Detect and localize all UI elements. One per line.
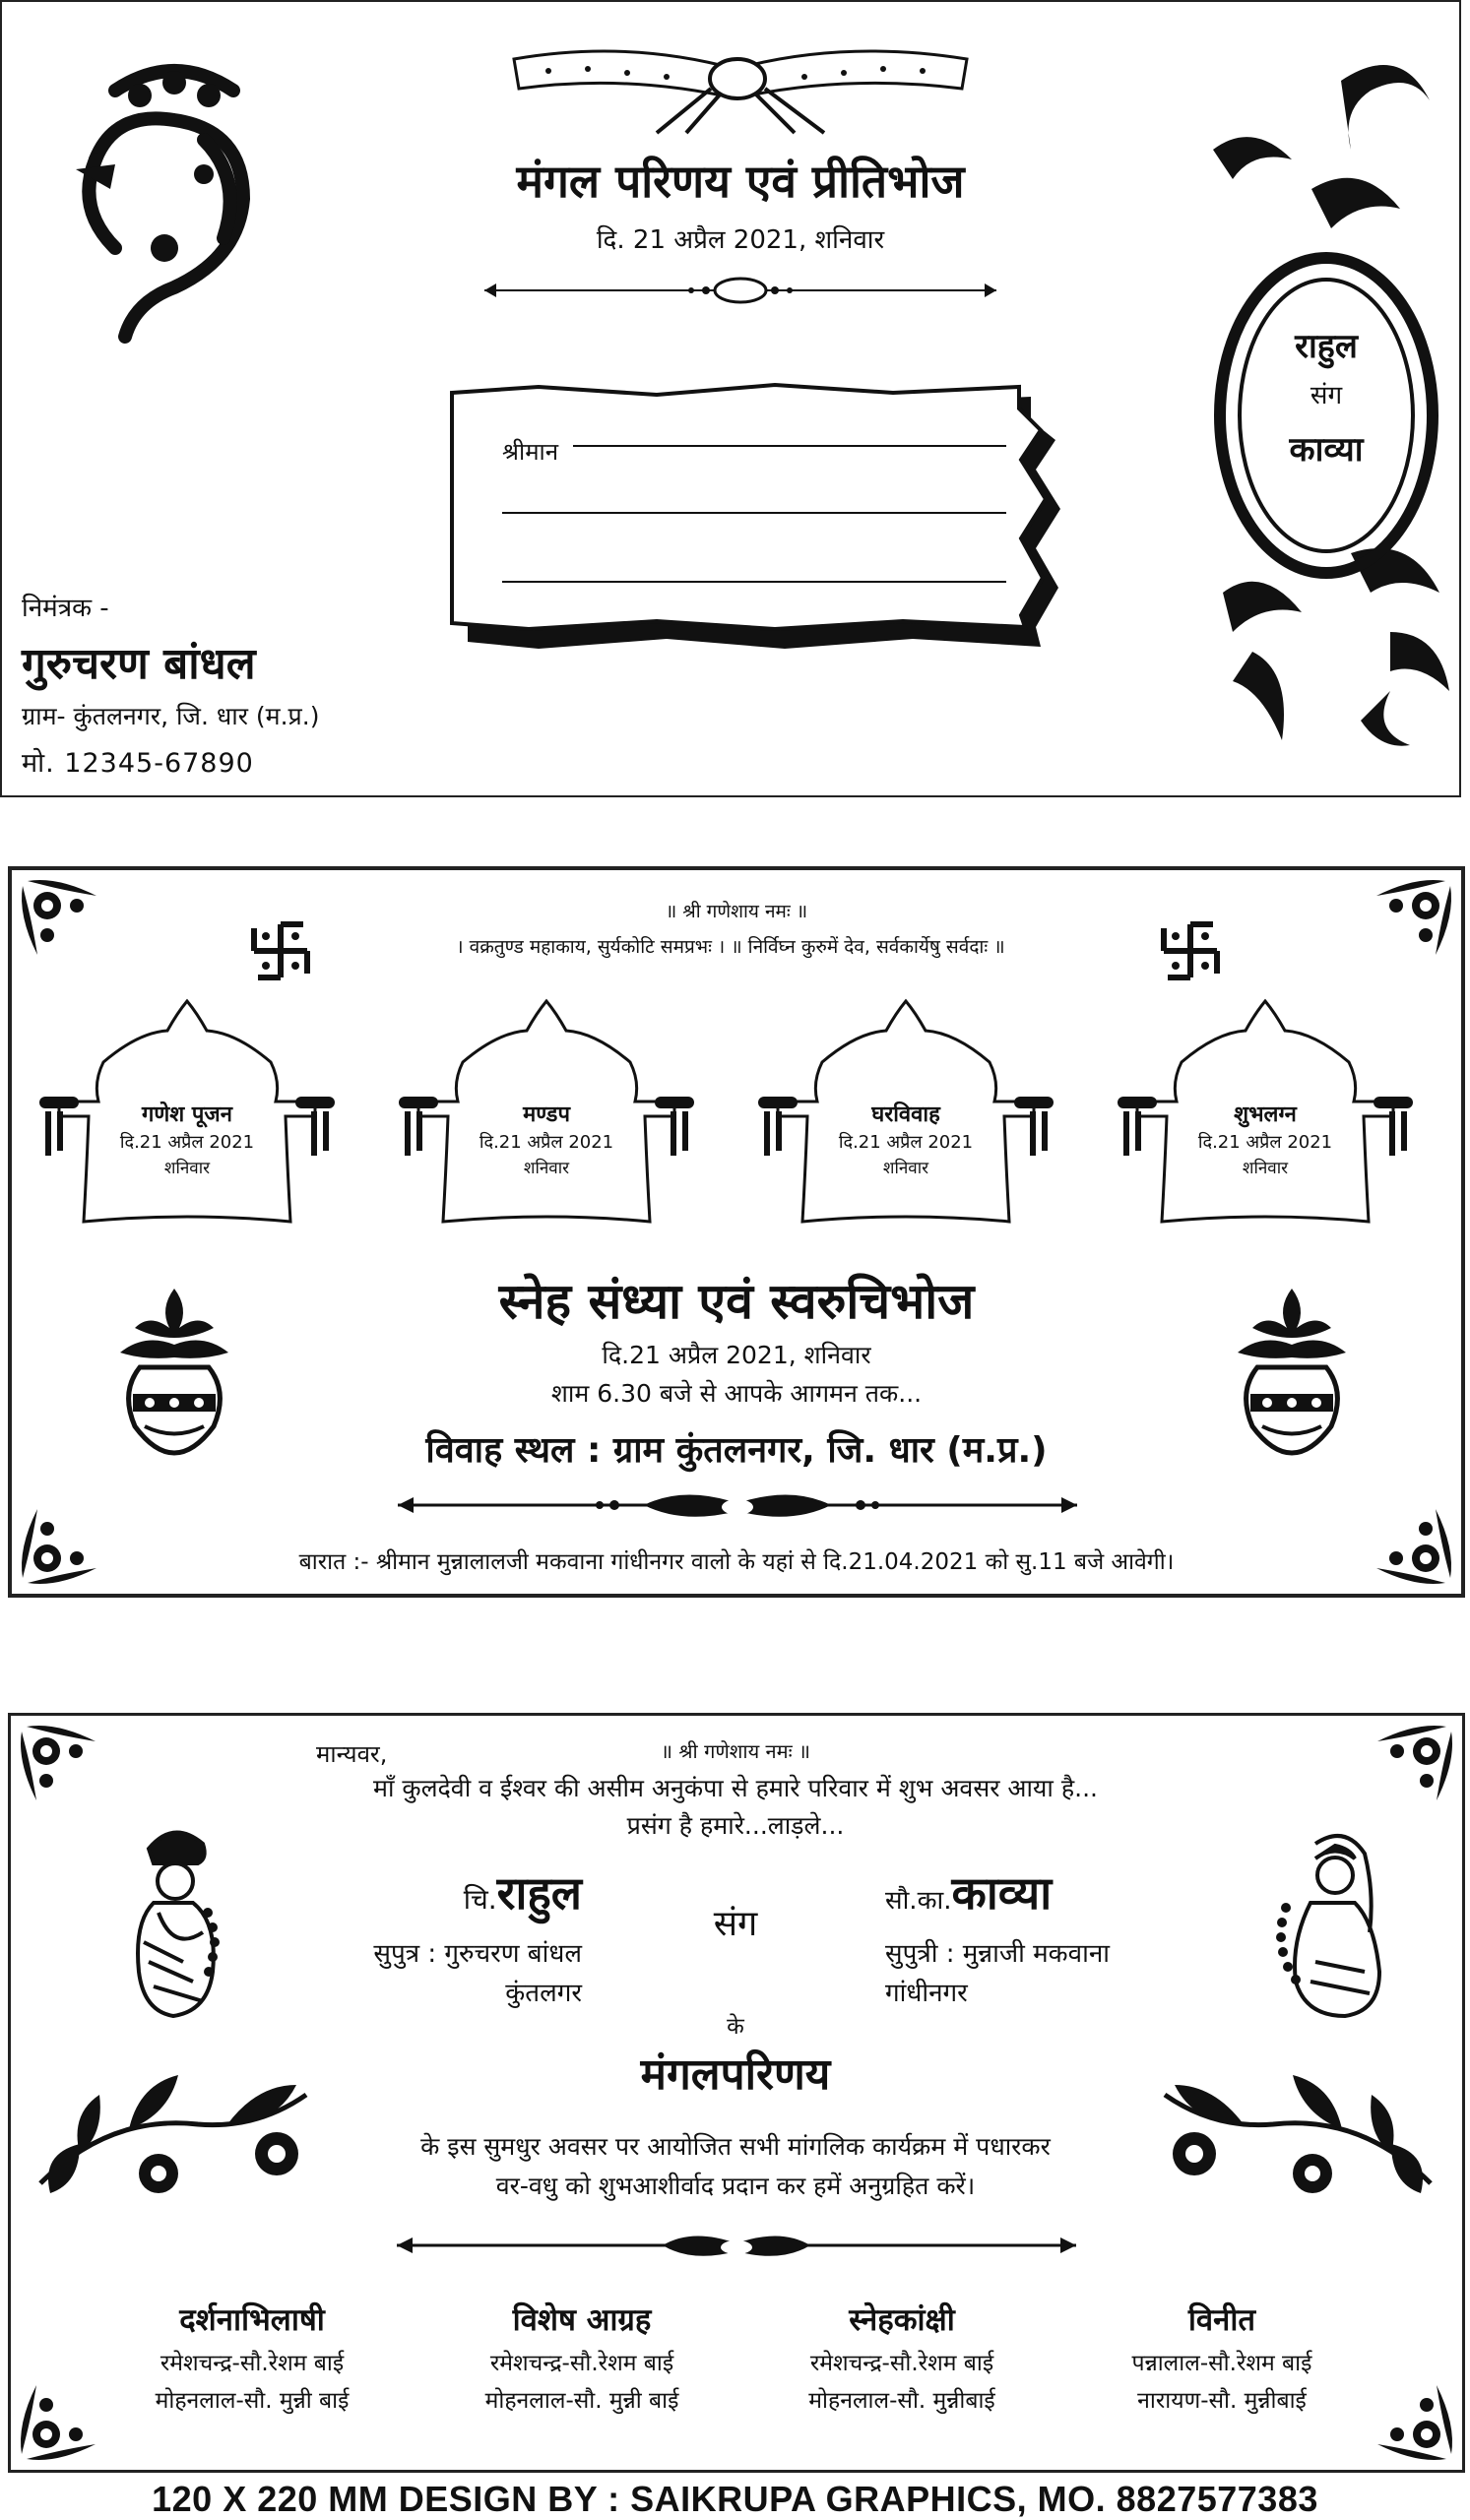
envelope-bride-name: काव्या: [1289, 430, 1364, 470]
swastika-icon: [1156, 916, 1225, 985]
event-day: शनिवार: [1242, 1159, 1289, 1178]
venue: विवाह स्थल : ग्राम कुंतलनगर, जि. धार (म.प्र.): [425, 1430, 1048, 1471]
divider-ornament: [397, 2228, 1076, 2267]
signatory-snehakankshi: [744, 2299, 1059, 2415]
event-shubhlagna: [1152, 1099, 1378, 1178]
address-box: [440, 381, 1070, 666]
signatory-darshanabhilashi: [95, 2299, 410, 2415]
bride-prefix: सौ.का.: [885, 1886, 952, 1916]
invitation-card: [8, 1713, 1465, 2473]
signatory-line: रमेशचन्द्र-सौ.रेशम बाई: [809, 2351, 994, 2376]
groom-parent: सुपुत्र : गुरुचरण बांधल: [373, 1939, 582, 1969]
gathbandhan-knot-icon: [509, 30, 972, 138]
signatory-line: रमेशचन्द्र-सौ.रेशम बाई: [160, 2351, 345, 2376]
card3-sang: संग: [713, 1904, 758, 1944]
reception-time: शाम 6.30 बजे से आपके आगमन तक...: [550, 1379, 923, 1408]
request-line-2: वर-वधु को शुभआशीर्वाद प्रदान कर हमें अनुग्रहित करें।: [495, 2172, 976, 2200]
envelope-heading: मंगल परिणय एवं प्रीतिभोज: [516, 155, 965, 208]
signatory-line: पन्नालाल-सौ.रेशम बाई: [1131, 2351, 1312, 2376]
baraat-text: बारात :- श्रीमान मुन्नालालजी मकवाना गांधीनगर वालो के यहां से दि.21.04.2021 को सु.11 बजे आवेगी।: [298, 1549, 1175, 1575]
event-date: दि.21 अप्रैल 2021: [479, 1132, 614, 1153]
signatory-heading: स्नेहकांक्षी: [849, 2302, 955, 2338]
event-date: दि.21 अप्रैल 2021: [119, 1132, 255, 1153]
event-date: दि.21 अप्रैल 2021: [838, 1132, 974, 1153]
event-gharvivah: [793, 1099, 1019, 1178]
addressee-line-3[interactable]: [502, 581, 1006, 583]
request-line-1: के इस सुमधुर अवसर पर आयोजित सभी मांगलिक कार्यक्रम में पधारकर: [420, 2132, 1051, 2161]
signatory-heading: दर्शनाभिलाषी: [179, 2302, 325, 2338]
blessing-line: माँ कुलदेवी व ईश्वर की असीम अनुकंपा से हमारे परिवार में शुभ अवसर आया है...: [373, 1774, 1098, 1802]
signatory-line: मोहनलाल-सौ. मुन्नी बाई: [155, 2388, 350, 2414]
event-title: मण्डप: [523, 1102, 570, 1127]
divider-ornament: [398, 1485, 1077, 1525]
swastika-icon: [246, 916, 315, 985]
bride-place: गांधीनगर: [885, 1979, 968, 2008]
corner-ornament-icon: [18, 1499, 106, 1588]
host-label: निमंत्रक -: [22, 594, 109, 623]
addressee-label: श्रीमान: [502, 438, 559, 466]
signatory-heading: विशेष आग्रह: [512, 2302, 652, 2338]
corner-ornament-icon: [1368, 1722, 1456, 1810]
event-title-mangalparinay: मंगलपरिणय: [640, 2049, 831, 2100]
envelope-card: [0, 0, 1461, 797]
bride-block: [885, 1861, 1240, 1922]
groom-place: कुंतलगर: [505, 1979, 582, 2008]
event-title: गणेश पूजन: [142, 1102, 232, 1127]
occasion-line: प्रसंग है हमारे...लाड़ले...: [626, 1811, 845, 1840]
event-title: घरविवाह: [871, 1102, 940, 1127]
host-name: गुरुचरण बांधल: [22, 639, 256, 689]
card2-shloka: । वक्रतुण्ड महाकाय, सुर्यकोटि समप्रभः । ॥ निर्विघ्न कुरुमें देव, सर्वकार्येषु सर्वदाः ॥: [456, 936, 1005, 958]
event-day: शनिवार: [882, 1159, 929, 1178]
addressee-line-1[interactable]: [573, 445, 1006, 447]
floral-branch-icon: [31, 2055, 326, 2213]
signatory-line: मोहनलाल-सौ. मुन्नीबाई: [808, 2388, 995, 2414]
corner-ornament-icon: [17, 2375, 105, 2464]
bride-parent: सुपुत्री : मुन्नाजी मकवाना: [885, 1939, 1110, 1969]
envelope-groom-name: राहुल: [1295, 327, 1358, 366]
salutation: मान्यवर,: [316, 1740, 388, 1768]
corner-ornament-icon: [1368, 2375, 1456, 2464]
card2-invocation: ॥ श्री गणेशाय नमः ॥: [665, 901, 808, 922]
event-day: शनिवार: [163, 1159, 211, 1178]
divider-ornament: [484, 276, 996, 305]
addressee-line-2[interactable]: [502, 512, 1006, 514]
event-day: शनिवार: [523, 1159, 570, 1178]
event-date: दि.21 अप्रैल 2021: [1197, 1132, 1333, 1153]
signatory-line: नारायण-सौ. मुन्नीबाई: [1137, 2388, 1307, 2414]
groom-name: राहुल: [496, 1866, 582, 1920]
reception-title: स्नेह संध्या एवं स्वरुचिभोज: [498, 1273, 975, 1330]
corner-ornament-icon: [17, 1722, 105, 1810]
ganesha-icon: [56, 51, 283, 346]
event-mandap: [433, 1099, 660, 1178]
signatory-heading: विनीत: [1187, 2302, 1256, 2338]
host-address: ग्राम- कुंतलनगर, जि. धार (म.प्र.): [22, 702, 320, 730]
signatory-line: रमेशचन्द्र-सौ.रेशम बाई: [489, 2351, 674, 2376]
reception-date: दि.21 अप्रैल 2021, शनिवार: [602, 1341, 871, 1369]
groom-figure-icon: [114, 1814, 232, 2021]
bride-name: काव्या: [951, 1866, 1053, 1920]
groom-prefix: चि.: [463, 1883, 497, 1916]
event-title: शुभलग्न: [1234, 1102, 1297, 1127]
footer-credit: 120 X 220 MM DESIGN BY : SAIKRUPA GRAPHICS, MO. 8827577383: [152, 2479, 1318, 2519]
signatory-vineet: [1064, 2299, 1379, 2415]
floral-branch-icon: [1145, 2055, 1440, 2213]
corner-ornament-icon: [1367, 1499, 1455, 1588]
envelope-sang: संग: [1310, 381, 1343, 410]
host-phone: मो. 12345-67890: [22, 748, 254, 779]
card3-invocation: ॥ श्री गणेशाय नमः ॥: [661, 1739, 810, 1763]
signatory-line: मोहनलाल-सौ. मुन्नी बाई: [484, 2388, 679, 2414]
ke-text: के: [727, 2014, 744, 2040]
event-ganesh-pujan: [74, 1099, 300, 1178]
bride-figure-icon: [1256, 1814, 1394, 2021]
signatory-vishesh-agrah: [424, 2299, 739, 2415]
groom-block: [257, 1861, 582, 1922]
events-card: [8, 866, 1465, 1598]
envelope-date: दि. 21 अप्रैल 2021, शनिवार: [596, 225, 885, 255]
